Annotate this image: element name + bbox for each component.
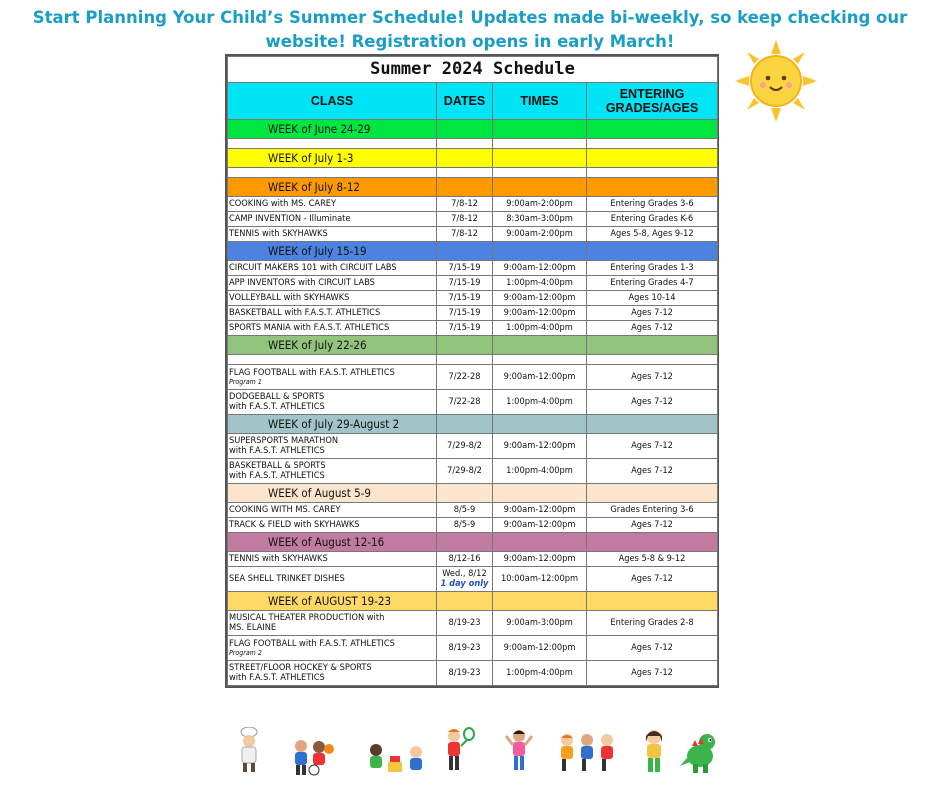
spacer-row [228,355,718,365]
week-cell [587,484,718,503]
class-cell [228,365,437,390]
class-name: COOKING WITH MS. CAREY [229,503,341,515]
dates-value: 8/19-23 [448,641,481,653]
grades-cell: Entering Grades 1-3 [587,261,718,276]
class-cell [228,567,437,592]
class-row [228,459,718,484]
week-cell [587,149,718,168]
grades-cell: Ages 5-8 & 9-12 [587,552,718,567]
class-row [228,636,718,661]
week-cell [493,149,587,168]
class-row [228,261,718,276]
class-row [228,552,718,567]
times-cell: 9:00am-12:00pm [493,261,587,276]
week-cell [587,592,718,611]
program-note: Program 2 [229,649,262,658]
headline-line-1: Start Planning Your Child’s Summer Schedule! Updates made bi-weekly, so keep checking our [32,8,908,27]
week-row [228,484,718,503]
week-label: WEEK of July 22-26 [228,336,437,355]
week-cell [437,242,493,261]
class-name: BASKETBALL with F.A.S.T. ATHLETICS [229,306,381,318]
week-cell [493,178,587,197]
week-row [228,149,718,168]
class-row [228,227,718,242]
empty-cell [493,355,587,365]
times-cell: 9:00am-12:00pm [493,636,587,661]
class-name: FLAG FOOTBALL with F.A.S.T. ATHLETICS [229,637,395,649]
header-dates: DATES [437,83,493,120]
dates-cell [437,636,493,661]
dates-value: 8/19-23 [448,616,481,628]
tennis-kid-icon [440,726,476,774]
dates-cell [437,661,493,686]
class-row [228,434,718,459]
grades-cell: Entering Grades 3-6 [587,197,718,212]
week-row [228,178,718,197]
grades-cell: Ages 10-14 [587,291,718,306]
empty-cell [587,139,718,149]
dates-cell [437,261,493,276]
dates-cell [437,276,493,291]
class-row [228,518,718,533]
class-cell [228,434,437,459]
times-cell: 8:30am-3:00pm [493,212,587,227]
week-cell [587,178,718,197]
class-name: SEA SHELL TRINKET DISHES [229,572,345,584]
empty-cell [493,168,587,178]
class-cell [228,276,437,291]
week-label: WEEK of August 5-9 [228,484,437,503]
dates-cell [437,390,493,415]
class-row [228,276,718,291]
week-cell [493,415,587,434]
dates-value: 7/8-12 [451,227,478,239]
week-cell [437,120,493,139]
week-cell [493,242,587,261]
class-cell [228,390,437,415]
times-cell: 9:00am-12:00pm [493,306,587,321]
week-label: WEEK of July 8-12 [228,178,437,197]
dates-value: 7/15-19 [448,261,481,273]
times-cell: 1:00pm-4:00pm [493,390,587,415]
class-cell [228,306,437,321]
class-name-line-2: with F.A.S.T. ATHLETICS [229,401,325,412]
empty-cell [493,139,587,149]
schedule-title-row [228,57,718,83]
dates-cell [437,197,493,212]
class-name: DODGEBALL & SPORTS [229,390,325,402]
class-cell [228,636,437,661]
times-cell: 9:00am-12:00pm [493,552,587,567]
class-row [228,365,718,390]
times-cell: 1:00pm-4:00pm [493,276,587,291]
class-row [228,611,718,636]
sports-kids-icon [289,738,335,776]
week-row [228,415,718,434]
times-cell: 9:00am-12:00pm [493,291,587,306]
class-cell [228,291,437,306]
times-cell: 1:00pm-4:00pm [493,459,587,484]
empty-cell [228,355,437,365]
spacer-row [228,139,718,149]
week-cell [493,336,587,355]
dates-value: 8/5-9 [453,503,476,515]
class-cell [228,611,437,636]
class-cell [228,518,437,533]
times-cell: 9:00am-12:00pm [493,365,587,390]
week-row [228,592,718,611]
headline-line-2: website! Registration opens in early March! [265,32,675,51]
class-cell [228,552,437,567]
schedule-table [225,54,719,688]
class-name: COOKING with MS. CAREY [229,197,337,209]
dates-cell [437,434,493,459]
dates-value: 8/12-16 [448,552,481,564]
class-cell [228,261,437,276]
class-cell [228,459,437,484]
girl-kid-icon [640,728,668,774]
header-class: CLASS [228,83,437,120]
class-name: CIRCUIT MAKERS 101 with CIRCUIT LABS [229,261,397,273]
class-name: STREET/FLOOR HOCKEY & SPORTS [229,661,372,673]
empty-cell [437,355,493,365]
times-cell: 9:00am-12:00pm [493,434,587,459]
class-name-line-2: MS. ELAINE [229,622,277,633]
class-name: MUSICAL THEATER PRODUCTION with [229,611,385,623]
grades-cell: Ages 7-12 [587,636,718,661]
grades-cell: Entering Grades 2-8 [587,611,718,636]
dates-value: 7/29-8/2 [447,439,482,451]
dinosaur-icon [680,730,722,774]
week-cell [437,415,493,434]
class-name-line-2: with F.A.S.T. ATHLETICS [229,672,325,683]
dates-cell [437,611,493,636]
grades-cell: Entering Grades 4-7 [587,276,718,291]
week-cell [437,178,493,197]
times-cell: 1:00pm-4:00pm [493,321,587,336]
week-cell [437,592,493,611]
dates-value: 7/15-19 [448,306,481,318]
class-name-line-2: with F.A.S.T. ATHLETICS [229,470,325,481]
week-cell [437,533,493,552]
class-row [228,212,718,227]
grades-cell: Ages 5-8, Ages 9-12 [587,227,718,242]
dates-cell [437,212,493,227]
week-label: WEEK of August 12-16 [228,533,437,552]
week-cell [437,149,493,168]
empty-cell [437,168,493,178]
class-row [228,661,718,686]
class-cell [228,321,437,336]
class-cell [228,227,437,242]
dates-cell [437,321,493,336]
grades-cell: Ages 7-12 [587,518,718,533]
week-label: WEEK of July 29-August 2 [228,415,437,434]
empty-cell [587,168,718,178]
class-row [228,567,718,592]
week-cell [493,592,587,611]
dates-cell [437,227,493,242]
week-row [228,242,718,261]
empty-cell [228,139,437,149]
week-label: WEEK of July 1-3 [228,149,437,168]
week-cell [587,242,718,261]
grades-cell: Ages 7-12 [587,434,718,459]
jumping-kid-icon [505,728,533,772]
running-kids-icon [557,733,619,773]
class-row [228,390,718,415]
class-name: TENNIS with SKYHAWKS [229,227,328,239]
times-cell: 9:00am-3:00pm [493,611,587,636]
week-row [228,336,718,355]
class-cell [228,212,437,227]
grades-cell: Grades Entering 3-6 [587,503,718,518]
week-cell [493,533,587,552]
spacer-row [228,168,718,178]
grades-cell: Ages 7-12 [587,390,718,415]
week-row [228,533,718,552]
class-row [228,197,718,212]
class-name: FLAG FOOTBALL with F.A.S.T. ATHLETICS [229,366,395,378]
dates-value: 7/15-19 [448,291,481,303]
dates-cell [437,552,493,567]
class-cell [228,197,437,212]
dates-cell [437,365,493,390]
dates-cell [437,459,493,484]
times-cell: 9:00am-12:00pm [493,518,587,533]
grades-cell: Ages 7-12 [587,567,718,592]
header-row [228,83,718,120]
class-name: BASKETBALL & SPORTS [229,459,326,471]
class-cell [228,503,437,518]
dates-value: Wed., 8/12 [442,567,487,579]
times-cell: 1:00pm-4:00pm [493,661,587,686]
week-cell [587,415,718,434]
dates-value: 8/5-9 [453,518,476,530]
chef-kid-icon [234,727,264,773]
class-name: CAMP INVENTION - Illuminate [229,212,351,224]
grades-cell: Ages 7-12 [587,321,718,336]
dates-cell [437,503,493,518]
class-row [228,291,718,306]
sun-icon [735,40,817,122]
times-cell: 9:00am-12:00pm [493,503,587,518]
header-grades-line-2: GRADES/AGES [605,101,699,115]
week-cell [587,120,718,139]
empty-cell [437,139,493,149]
grades-cell: Ages 7-12 [587,306,718,321]
class-cell [228,661,437,686]
program-note: Program 1 [229,378,262,387]
week-cell [587,533,718,552]
header-times: TIMES [493,83,587,120]
dates-value: 7/22-28 [448,395,481,407]
dates-value: 7/22-28 [448,370,481,382]
schedule-title: Summer 2024 Schedule [228,57,718,83]
header-grades-line-1: ENTERING [619,87,685,101]
class-name: TENNIS with SKYHAWKS [229,552,328,564]
week-cell [493,484,587,503]
times-cell: 9:00am-2:00pm [493,197,587,212]
dates-value: 7/29-8/2 [447,464,482,476]
class-row [228,321,718,336]
week-row [228,120,718,139]
class-name-line-2: with F.A.S.T. ATHLETICS [229,445,325,456]
week-label: WEEK of AUGUST 19-23 [228,592,437,611]
class-name: TRACK & FIELD with SKYHAWKS [229,518,360,530]
grades-cell: Ages 7-12 [587,459,718,484]
empty-cell [587,355,718,365]
dates-note: 1 day only [440,578,489,589]
times-cell: 9:00am-2:00pm [493,227,587,242]
dates-value: 7/8-12 [451,197,478,209]
week-cell [587,336,718,355]
grades-cell: Ages 7-12 [587,365,718,390]
grades-cell: Entering Grades K-6 [587,212,718,227]
header-grades [587,83,718,120]
class-row [228,306,718,321]
dates-cell [437,567,493,592]
class-name: SPORTS MANIA with F.A.S.T. ATHLETICS [229,321,390,333]
class-name: VOLLEYBALL with SKYHAWKS [229,291,350,303]
week-label: WEEK of June 24-29 [228,120,437,139]
dates-value: 8/19-23 [448,666,481,678]
grades-cell: Ages 7-12 [587,661,718,686]
dates-cell [437,291,493,306]
times-cell: 10:00am-12:00pm [493,567,587,592]
dates-value: 7/8-12 [451,212,478,224]
week-cell [493,120,587,139]
week-cell [437,336,493,355]
dates-value: 7/15-19 [448,321,481,333]
playing-kids-icon [366,742,430,776]
dates-cell [437,306,493,321]
class-row [228,503,718,518]
week-label: WEEK of July 15-19 [228,242,437,261]
week-cell [437,484,493,503]
empty-cell [228,168,437,178]
dates-value: 7/15-19 [448,276,481,288]
class-name: SUPERSPORTS MARATHON [229,434,339,446]
class-name: APP INVENTORS with CIRCUIT LABS [229,276,375,288]
dates-cell [437,518,493,533]
